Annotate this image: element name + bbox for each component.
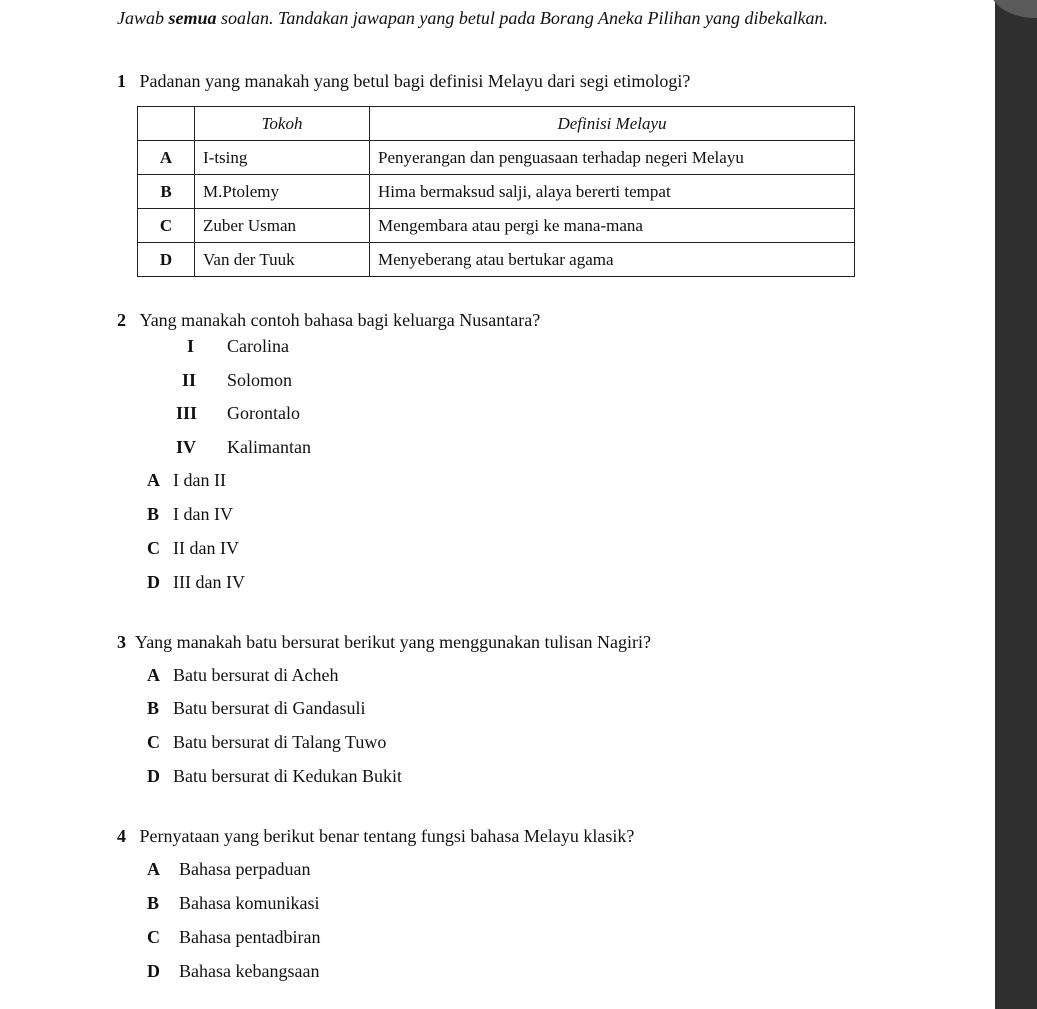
roman-item-text: Carolina [227,336,289,356]
option-text: I dan II [173,470,226,490]
instruction-emphasis: semua [168,8,217,28]
table-cell-tokoh: I-tsing [195,141,370,175]
table-cell-definisi: Penyerangan dan penguasaan terhadap negeri Melayu [370,141,855,175]
option-a[interactable] [147,859,310,880]
option-letter[interactable]: A [138,141,195,175]
option-letter: B [147,504,160,524]
table-cell-definisi: Mengembara atau pergi ke mana-mana [370,209,855,243]
option-c[interactable] [147,732,386,753]
roman-item-text: Solomon [227,370,293,390]
roman-item-text: Kalimantan [227,437,311,457]
table-row [138,243,855,277]
option-letter: C [147,927,160,947]
option-text: Bahasa perpaduan [179,859,311,879]
option-letter: A [147,665,160,685]
table-cell-definisi: Hima bermaksud salji, alaya bererti tempat [370,175,855,209]
question-number: 1 [117,71,126,91]
table-row [138,141,855,175]
option-text: Batu bersurat di Talang Tuwo [173,732,387,752]
roman-item [176,437,311,458]
option-a[interactable] [147,665,338,686]
option-letter: B [147,893,160,913]
question-3 [117,632,651,653]
option-letter: A [147,470,160,490]
question-1-table [137,106,855,277]
table-header-definisi: Definisi Melayu [370,107,855,141]
roman-numeral: I [187,336,195,356]
table-cell-tokoh: Zuber Usman [195,209,370,243]
option-text: Batu bersurat di Acheh [173,665,339,685]
roman-item-text: Gorontalo [227,403,300,423]
option-b[interactable] [147,504,233,525]
option-letter: C [147,732,160,752]
option-d[interactable] [147,572,245,593]
question-2 [117,310,540,331]
roman-item [187,336,289,357]
question-number: 4 [117,826,126,846]
roman-item [176,403,300,424]
right-dark-panel [995,0,1037,1009]
table-row [138,209,855,243]
question-1 [117,71,690,92]
option-c[interactable] [147,538,239,559]
option-a[interactable] [147,470,226,491]
instruction-prefix: Jawab [117,8,169,28]
option-b[interactable] [147,698,365,719]
option-letter: C [147,538,160,558]
table-header-tokoh: Tokoh [195,107,370,141]
question-number: 3 [117,632,126,652]
table-cell-definisi: Menyeberang atau bertukar agama [370,243,855,277]
option-d[interactable] [147,766,402,787]
question-number: 2 [117,310,126,330]
roman-numeral: IV [176,437,197,457]
option-b[interactable] [147,893,319,914]
question-text: Yang manakah contoh bahasa bagi keluarga Nusantara? [139,310,541,330]
option-letter[interactable]: B [138,175,195,209]
option-c[interactable] [147,927,320,948]
option-text: I dan IV [173,504,233,524]
table-cell-tokoh: M.Ptolemy [195,175,370,209]
question-text: Padanan yang manakah yang betul bagi definisi Melayu dari segi etimologi? [139,71,691,91]
option-letter: A [147,859,160,879]
option-letter: D [147,766,160,786]
table-header-row [138,107,855,141]
instruction-rest: soalan. Tandakan jawapan yang betul pada Borang Aneka Pilihan yang dibekalkan. [216,8,828,28]
question-text: Yang manakah batu bersurat berikut yang menggunakan tulisan Nagiri? [135,632,652,652]
instruction-line [117,8,828,29]
option-text: Batu bersurat di Kedukan Bukit [173,766,402,786]
option-letter[interactable]: D [138,243,195,277]
option-text: Bahasa kebangsaan [179,961,320,981]
roman-numeral: II [182,370,197,390]
option-letter: D [147,572,160,592]
option-text: II dan IV [173,538,239,558]
question-text: Pernyataan yang berikut benar tentang fungsi bahasa Melayu klasik? [139,826,635,846]
option-letter[interactable]: C [138,209,195,243]
option-text: III dan IV [173,572,245,592]
option-text: Bahasa komunikasi [179,893,320,913]
option-letter: D [147,961,160,981]
option-d[interactable] [147,961,319,982]
option-letter: B [147,698,160,718]
roman-numeral: III [176,403,198,423]
table-cell-tokoh: Van der Tuuk [195,243,370,277]
roman-item [182,370,292,391]
question-4 [117,826,634,847]
table-row [138,175,855,209]
option-text: Batu bersurat di Gandasuli [173,698,366,718]
option-text: Bahasa pentadbiran [179,927,321,947]
table-header-blank [138,107,195,141]
